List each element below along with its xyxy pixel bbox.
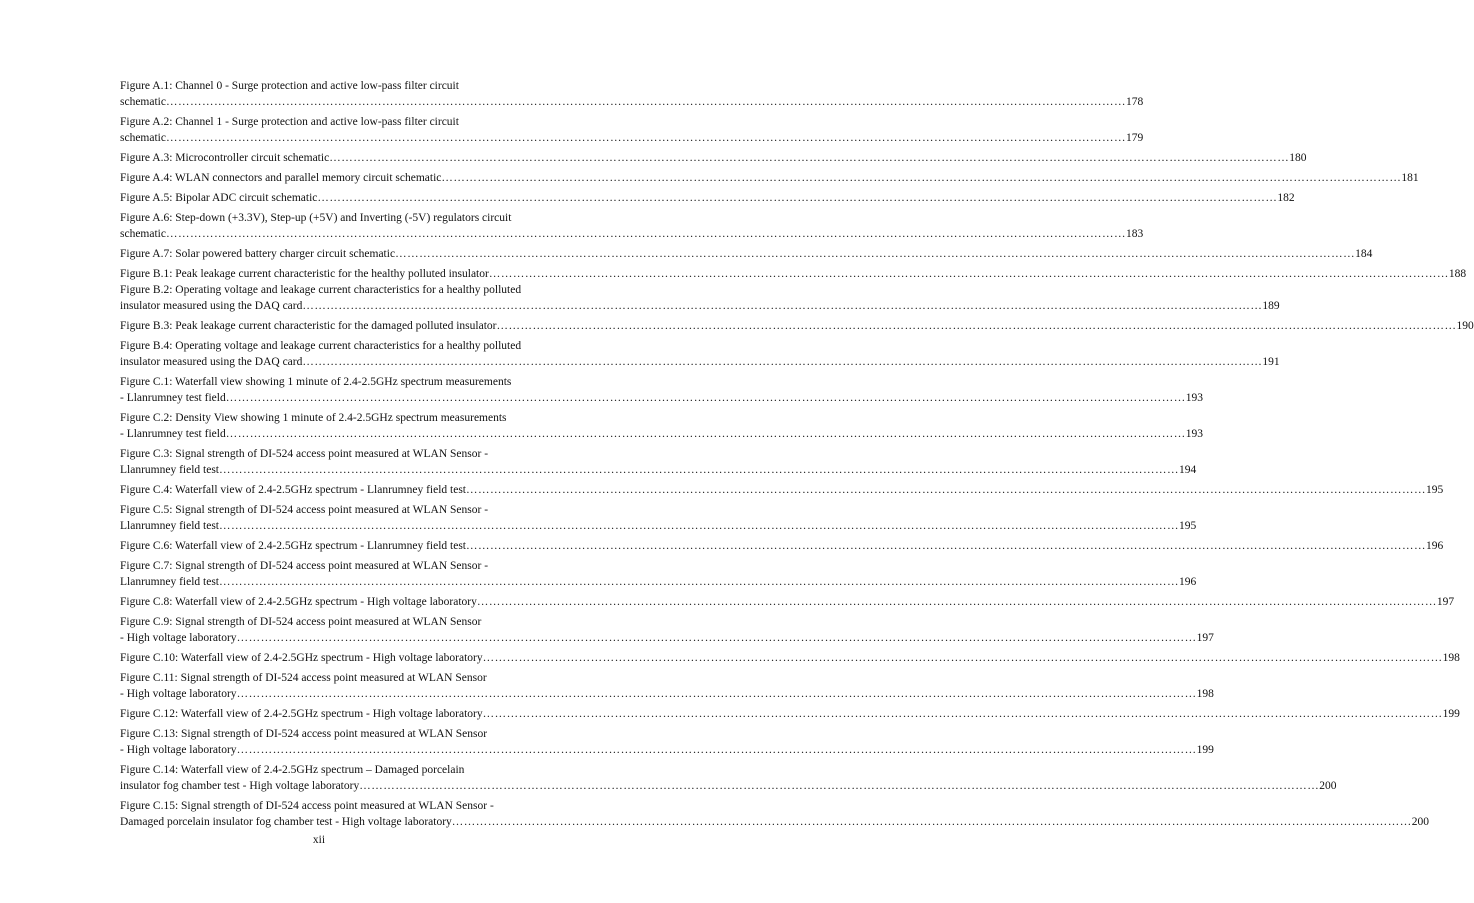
dot-leader: …………………………………………………………………………………………………………………………………………………………………………………………………………………… (466, 484, 1427, 496)
figure-entry[interactable] (120, 502, 1197, 534)
figure-entry-text: Llanrumney field test (120, 520, 219, 532)
dot-leader: …………………………………………………………………………………………………………………………………………………………………………………………………………………… (395, 248, 1356, 260)
dot-leader: …………………………………………………………………………………………………………………………………………………………………………………………………………………… (302, 300, 1263, 312)
figure-entry[interactable] (120, 706, 1460, 722)
figure-page-number: 195 (1426, 484, 1444, 496)
figure-page-number: 178 (1125, 96, 1144, 108)
list-of-figures (120, 78, 1474, 834)
figure-page-number: 199 (1196, 744, 1214, 756)
figure-entry[interactable] (120, 726, 1214, 758)
figure-entry-text: Figure C.1: Waterfall view showing 1 minute of 2.4-2.5GHz spectrum measurements (120, 376, 512, 388)
figure-entry[interactable] (120, 210, 1144, 242)
figure-entry-text: schematic (120, 132, 166, 144)
figure-entry-text: Figure C.3: Signal strength of DI-524 access point measured at WLAN Sensor - (120, 448, 489, 460)
figure-entry-text: Figure A.6: Step-down (+3.3V), Step-up (+5V) and Inverting (-5V) regulators circuit (120, 212, 512, 224)
figure-entry-text: Figure C.6: Waterfall view of 2.4-2.5GHz spectrum - Llanrumney field test (120, 540, 467, 552)
figure-entry-text: Damaged porcelain insulator fog chamber test - High voltage laboratory (120, 816, 452, 828)
figure-entry-text: Figure C.5: Signal strength of DI-524 access point measured at WLAN Sensor - (120, 504, 489, 516)
figure-page-number: 184 (1355, 248, 1373, 260)
dot-leader: …………………………………………………………………………………………………………………………………………………………………………………………………………………… (451, 816, 1412, 828)
dot-leader: …………………………………………………………………………………………………………………………………………………………………………………………………………………… (225, 392, 1186, 404)
figure-page-number: 197 (1196, 632, 1214, 644)
dot-leader: …………………………………………………………………………………………………………………………………………………………………………………………………………………… (482, 708, 1443, 720)
dot-leader: …………………………………………………………………………………………………………………………………………………………………………………………………………………… (219, 576, 1179, 588)
figure-entry-text: insulator fog chamber test - High voltage laboratory (120, 780, 360, 792)
dot-leader: …………………………………………………………………………………………………………………………………………………………………………………………………………………… (496, 320, 1457, 332)
figure-page-number: 198 (1442, 652, 1460, 664)
dot-leader: …………………………………………………………………………………………………………………………………………………………………………………………………………………… (482, 652, 1443, 664)
figure-entry[interactable] (120, 798, 1430, 830)
figure-page-number: 193 (1185, 392, 1203, 404)
figure-entry-text: Figure C.9: Signal strength of DI-524 access point measured at WLAN Sensor (120, 616, 482, 628)
figure-page-number: 180 (1289, 152, 1307, 164)
dot-leader: …………………………………………………………………………………………………………………………………………………………………………………………………………………… (466, 540, 1427, 552)
dot-leader: …………………………………………………………………………………………………………………………………………………………………………………………………………………… (329, 152, 1290, 164)
figure-entry-text: Figure C.11: Signal strength of DI-524 access point measured at WLAN Sensor (120, 672, 487, 684)
figure-entry[interactable] (120, 170, 1419, 186)
figure-page-number: 190 (1456, 320, 1474, 332)
figure-entry-text: - High voltage laboratory (120, 632, 237, 644)
dot-leader: …………………………………………………………………………………………………………………………………………………………………………………………………………………… (225, 428, 1186, 440)
dot-leader: …………………………………………………………………………………………………………………………………………………………………………………………………………………… (317, 192, 1278, 204)
figure-entry-text: Figure C.10: Waterfall view of 2.4-2.5GHz spectrum - High voltage laboratory (120, 652, 483, 664)
figure-page-number: 197 (1436, 596, 1455, 608)
figure-entry[interactable] (120, 410, 1203, 442)
figure-entry[interactable] (120, 190, 1295, 206)
dot-leader: …………………………………………………………………………………………………………………………………………………………………………………………………………………… (236, 688, 1197, 700)
page-number: xii (312, 834, 326, 846)
dot-leader: …………………………………………………………………………………………………………………………………………………………………………………………………………………… (441, 172, 1402, 184)
figure-entry[interactable] (120, 762, 1337, 794)
dot-leader: …………………………………………………………………………………………………………………………………………………………………………………………………………………… (302, 356, 1263, 368)
figure-page-number: 188 (1448, 268, 1467, 280)
figure-entry-text: Figure A.7: Solar powered battery charger circuit schematic (120, 248, 396, 260)
figure-entry-text: Figure B.3: Peak leakage current characteristic for the damaged polluted insulator (120, 320, 497, 332)
figure-entry[interactable] (120, 670, 1214, 702)
figure-entry[interactable] (120, 374, 1203, 406)
figure-entry-text: Figure A.5: Bipolar ADC circuit schematic (120, 192, 318, 204)
figure-page-number: 179 (1125, 132, 1144, 144)
dot-leader: …………………………………………………………………………………………………………………………………………………………………………………………………………………… (488, 268, 1449, 280)
figure-entry-text: Figure B.2: Operating voltage and leakage current characteristics for a healthy polluted (120, 284, 522, 296)
figure-entry-text: insulator measured using the DAQ card (120, 300, 303, 312)
figure-page-number: 200 (1411, 816, 1430, 828)
dot-leader: …………………………………………………………………………………………………………………………………………………………………………………………………………………… (165, 132, 1126, 144)
figure-entry-text: insulator measured using the DAQ card (120, 356, 303, 368)
figure-page-number: 200 (1319, 780, 1337, 792)
dot-leader: …………………………………………………………………………………………………………………………………………………………………………………………………………………… (236, 744, 1197, 756)
figure-entry[interactable] (120, 78, 1144, 110)
figure-entry-text: Llanrumney field test (120, 464, 219, 476)
dot-leader: …………………………………………………………………………………………………………………………………………………………………………………………………………………… (219, 464, 1179, 476)
figure-page-number: 194 (1179, 464, 1197, 476)
figure-entry-text: Llanrumney field test (120, 576, 219, 588)
figure-entry[interactable] (120, 594, 1455, 610)
figure-entry[interactable] (120, 150, 1307, 166)
figure-entry-text: Figure A.1: Channel 0 - Surge protection and active low-pass filter circuit (120, 80, 459, 92)
figure-entry-text: Figure C.8: Waterfall view of 2.4-2.5GHz spectrum - High voltage laboratory (120, 596, 477, 608)
figure-page-number: 199 (1442, 708, 1460, 720)
figure-entry-text: Figure C.15: Signal strength of DI-524 access point measured at WLAN Sensor - (120, 800, 494, 812)
figure-entry[interactable] (120, 482, 1444, 498)
figure-entry-text: - High voltage laboratory (120, 688, 237, 700)
figure-entry-text: Figure C.13: Signal strength of DI-524 access point measured at WLAN Sensor (120, 728, 488, 740)
figure-entry-text: schematic (120, 96, 166, 108)
figure-entry[interactable] (120, 266, 1467, 282)
figure-entry[interactable] (120, 246, 1373, 262)
figure-page-number: 181 (1401, 172, 1419, 184)
dot-leader: …………………………………………………………………………………………………………………………………………………………………………………………………………………… (236, 632, 1197, 644)
dot-leader: …………………………………………………………………………………………………………………………………………………………………………………………………………………… (359, 780, 1320, 792)
figure-entry-text: - Llanrumney test field (120, 392, 226, 404)
figure-page-number: 196 (1426, 540, 1444, 552)
figure-entry[interactable] (120, 338, 1280, 370)
figure-page-number: 182 (1277, 192, 1295, 204)
dot-leader: …………………………………………………………………………………………………………………………………………………………………………………………………………………… (476, 596, 1437, 608)
figure-entry-text: Figure C.14: Waterfall view of 2.4-2.5GHz spectrum – Damaged porcelain (120, 764, 465, 776)
figure-entry[interactable] (120, 614, 1214, 646)
figure-page-number: 196 (1179, 576, 1197, 588)
dot-leader: …………………………………………………………………………………………………………………………………………………………………………………………………………………… (165, 228, 1126, 240)
figure-entry-text: - High voltage laboratory (120, 744, 237, 756)
figure-entry-text: Figure C.7: Signal strength of DI-524 access point measured at WLAN Sensor - (120, 560, 489, 572)
figure-entry[interactable] (120, 446, 1197, 478)
figure-page-number: 198 (1196, 688, 1214, 700)
figure-entry[interactable] (120, 114, 1144, 146)
figure-page-number: 189 (1262, 300, 1280, 312)
figure-entry[interactable] (120, 282, 1280, 314)
figure-entry-text: Figure C.2: Density View showing 1 minute of 2.4-2.5GHz spectrum measurements (120, 412, 507, 424)
figure-entry-text: Figure B.1: Peak leakage current characteristic for the healthy polluted insulator (120, 268, 489, 280)
figure-entry-text: - Llanrumney test field (120, 428, 226, 440)
figure-entry[interactable] (120, 318, 1474, 334)
figure-page-number: 195 (1179, 520, 1197, 532)
figure-entry[interactable] (120, 650, 1460, 666)
figure-entry-text: Figure B.4: Operating voltage and leakage current characteristics for a healthy polluted (120, 340, 522, 352)
figure-entry-text: Figure C.12: Waterfall view of 2.4-2.5GHz spectrum - High voltage laboratory (120, 708, 483, 720)
dot-leader: …………………………………………………………………………………………………………………………………………………………………………………………………………………… (219, 520, 1179, 532)
figure-entry-text: Figure A.3: Microcontroller circuit schematic (120, 152, 330, 164)
figure-entry-text: schematic (120, 228, 166, 240)
figure-entry-text: Figure C.4: Waterfall view of 2.4-2.5GHz spectrum - Llanrumney field test (120, 484, 467, 496)
figure-entry[interactable] (120, 538, 1444, 554)
figure-page-number: 193 (1185, 428, 1203, 440)
figure-entry-text: Figure A.4: WLAN connectors and parallel memory circuit schematic (120, 172, 442, 184)
figure-entry-text: Figure A.2: Channel 1 - Surge protection and active low-pass filter circuit (120, 116, 459, 128)
figure-entry[interactable] (120, 558, 1197, 590)
figure-page-number: 183 (1125, 228, 1144, 240)
dot-leader: …………………………………………………………………………………………………………………………………………………………………………………………………………………… (165, 96, 1126, 108)
figure-page-number: 191 (1262, 356, 1280, 368)
